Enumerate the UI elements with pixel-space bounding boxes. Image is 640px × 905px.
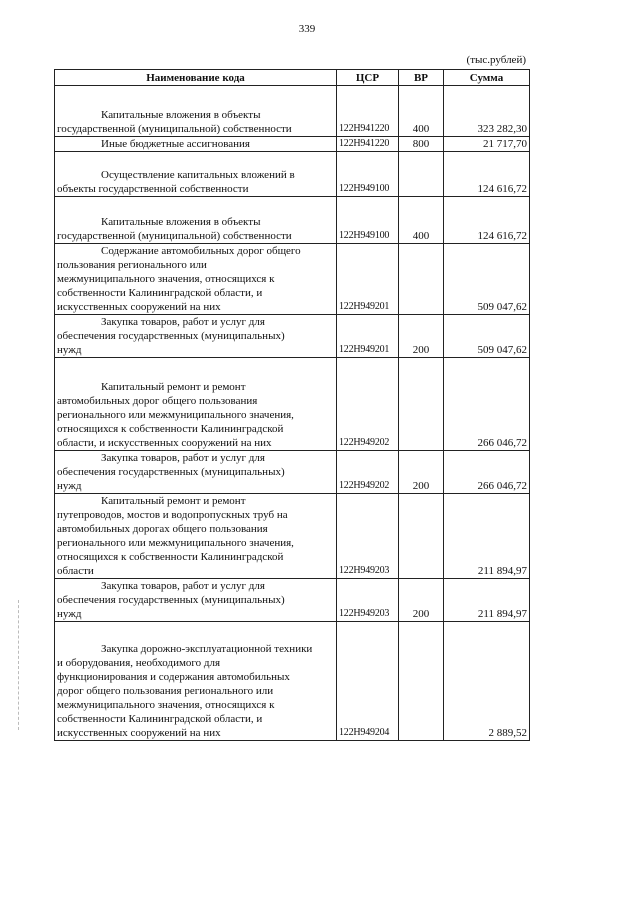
row-csr: 122Н949202 <box>337 451 399 494</box>
table-row <box>55 244 530 315</box>
row-name-line: пользования регионального или <box>57 259 207 271</box>
row-name-line: обеспечения государственных (муниципальных) <box>57 594 285 606</box>
row-vr <box>399 244 444 315</box>
table-row <box>55 451 530 494</box>
row-name-line: путепроводов, мостов и водопропускных труб на <box>57 509 288 521</box>
header-vr: ВР <box>399 70 444 86</box>
row-name-line: собственности Калининградской области, и <box>57 287 263 299</box>
row-name <box>55 622 337 741</box>
row-csr: 122Н949100 <box>337 152 399 197</box>
table-header-row <box>55 70 530 86</box>
row-sum: 124 616,72 <box>444 152 530 197</box>
row-sum: 2 889,52 <box>444 622 530 741</box>
row-name-line: Капитальный ремонт и ремонт <box>101 495 246 507</box>
row-name-line: регионального или межмуниципального значения, <box>57 537 294 549</box>
row-name-line: функционирования и содержания автомобильных <box>57 671 290 683</box>
row-name-line: Закупка товаров, работ и услуг для <box>101 580 265 592</box>
row-sum: 21 717,70 <box>444 137 530 152</box>
row-sum: 266 046,72 <box>444 358 530 451</box>
row-name <box>55 358 337 451</box>
row-sum: 211 894,97 <box>444 494 530 579</box>
header-name: Наименование кода <box>55 70 337 86</box>
row-vr: 400 <box>399 197 444 244</box>
row-name-line: автомобильных дорогах общего пользования <box>57 523 268 535</box>
row-name <box>55 579 337 622</box>
budget-table <box>54 69 530 741</box>
row-name-line: Закупка товаров, работ и услуг для <box>101 316 265 328</box>
table-row <box>55 86 530 137</box>
row-name-line: автомобильных дорог общего пользования <box>57 395 258 407</box>
row-name <box>55 152 337 197</box>
row-name-line: Содержание автомобильных дорог общего <box>101 245 301 257</box>
row-name-line: искусственных сооружений на них <box>57 301 221 313</box>
row-name-line: государственной (муниципальной) собственности <box>57 123 292 135</box>
row-name <box>55 197 337 244</box>
row-name-line: Осуществление капитальных вложений в <box>101 169 295 181</box>
row-name-line: Капитальные вложения в объекты <box>101 109 261 121</box>
row-csr: 122Н949202 <box>337 358 399 451</box>
table-row <box>55 315 530 358</box>
row-sum: 509 047,62 <box>444 315 530 358</box>
row-vr: 200 <box>399 579 444 622</box>
units-label: (тыс.рублей) <box>466 54 526 66</box>
row-csr: 122Н949203 <box>337 494 399 579</box>
row-name-line: Капитальные вложения в объекты <box>101 216 261 228</box>
row-csr: 122Н941220 <box>337 137 399 152</box>
row-csr: 122Н941220 <box>337 86 399 137</box>
row-vr: 200 <box>399 315 444 358</box>
row-vr <box>399 622 444 741</box>
row-vr: 800 <box>399 137 444 152</box>
row-sum: 124 616,72 <box>444 197 530 244</box>
table-row <box>55 579 530 622</box>
row-name <box>55 315 337 358</box>
row-name-line: и оборудования, необходимого для <box>57 657 221 669</box>
row-sum: 323 282,30 <box>444 86 530 137</box>
row-name <box>55 451 337 494</box>
row-name-line: обеспечения государственных (муниципальных) <box>57 466 285 478</box>
row-name-line: относящихся к собственности Калининградской <box>57 551 284 563</box>
row-name-line: области, и искусственных сооружений на них <box>57 437 272 449</box>
row-sum: 211 894,97 <box>444 579 530 622</box>
row-csr: 122Н949201 <box>337 315 399 358</box>
row-sum: 509 047,62 <box>444 244 530 315</box>
row-name-line: дорог общего пользования регионального или <box>57 685 274 697</box>
row-name-line: объекты государственной собственности <box>57 183 249 195</box>
table-row <box>55 622 530 741</box>
table-row <box>55 494 530 579</box>
row-name <box>55 137 337 152</box>
table-row <box>55 152 530 197</box>
row-name-line: государственной (муниципальной) собственности <box>57 230 292 242</box>
row-name-line: Иные бюджетные ассигнования <box>101 138 250 150</box>
row-name-line: нужд <box>57 608 82 620</box>
row-name-line: Закупка дорожно-эксплуатационной техники <box>101 643 313 655</box>
row-name-line: искусственных сооружений на них <box>57 727 221 739</box>
table-row <box>55 137 530 152</box>
row-name <box>55 86 337 137</box>
row-csr: 122Н949100 <box>337 197 399 244</box>
header-sum: Сумма <box>444 70 530 86</box>
row-name-line: нужд <box>57 344 82 356</box>
row-name-line: Капитальный ремонт и ремонт <box>101 381 246 393</box>
row-name-line: регионального или межмуниципального значения, <box>57 409 294 421</box>
row-vr: 400 <box>399 86 444 137</box>
row-name-line: нужд <box>57 480 82 492</box>
row-name-line: области <box>57 565 94 577</box>
table-row <box>55 197 530 244</box>
page-number: 339 <box>298 23 316 35</box>
row-sum: 266 046,72 <box>444 451 530 494</box>
row-csr: 122Н949203 <box>337 579 399 622</box>
row-vr <box>399 358 444 451</box>
row-vr <box>399 152 444 197</box>
row-csr: 122Н949204 <box>337 622 399 741</box>
row-vr: 200 <box>399 451 444 494</box>
header-csr: ЦСР <box>337 70 399 86</box>
row-name <box>55 494 337 579</box>
row-name-line: межмуниципального значения, относящихся к <box>57 273 275 285</box>
row-csr: 122Н949201 <box>337 244 399 315</box>
table-row <box>55 358 530 451</box>
row-name <box>55 244 337 315</box>
row-name-line: относящихся к собственности Калининградской <box>57 423 284 435</box>
row-name-line: собственности Калининградской области, и <box>57 713 263 725</box>
row-name-line: Закупка товаров, работ и услуг для <box>101 452 265 464</box>
row-vr <box>399 494 444 579</box>
scan-margin-line <box>18 600 19 730</box>
row-name-line: обеспечения государственных (муниципальных) <box>57 330 285 342</box>
row-name-line: межмуниципального значения, относящихся к <box>57 699 275 711</box>
